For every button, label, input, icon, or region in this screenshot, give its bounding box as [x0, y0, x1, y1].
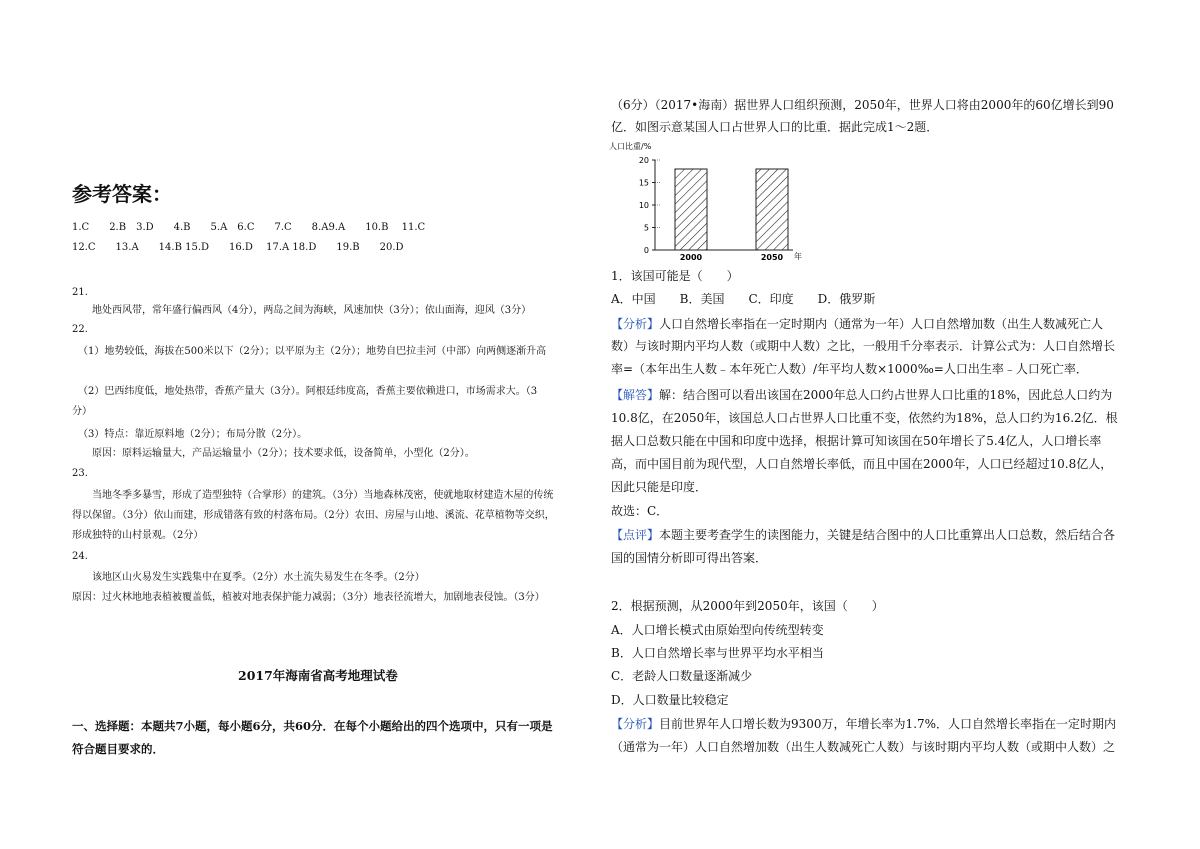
answers-line-2: 12.C 13.A 14.B 15.D 16.D 17.A 18.D 19.B 20.D: [72, 242, 404, 253]
chart-ylabel: 人口比重/%: [609, 142, 652, 151]
answer-heading: 参考答案：: [72, 182, 172, 206]
q24-number: 24.: [72, 551, 88, 562]
q23-line1: 当地冬季多暴雪，形成了造型独特（合掌形）的建筑。（3分）当地森林茂密，使就地取材建造木屋的传统: [92, 490, 554, 501]
q22-part1: （1）地势较低，海拔在500米以下（2分）；以平原为主（2分）；地势自巴拉圭河（中部）向两侧逐渐升高: [78, 346, 547, 357]
section-heading-line1: 一、选择题：本题共7小题，每小题6分，共60分．在每个小题给出的四个选项中，只有一项是: [72, 719, 553, 733]
comment-1-line2: 国的国情分析即可得出答案．: [611, 551, 768, 565]
solution-1-line3: 据人口总数只能在中国和印度中选择，根据计算可知该国在50年增长了5.4亿人，人口增长率: [611, 434, 1102, 448]
q22-part3b: 原因：原料运输量大，产品运输量小（2分）；技术要求低，设备简单，小型化（2分）。: [92, 448, 475, 459]
q22-part3: （3）特点：靠近原料地（2分）；布局分散（2分）。: [78, 429, 308, 440]
y-tick-label: 5: [643, 223, 649, 233]
question-2: 2．根据预测，从2000年到2050年，该国（ ）: [611, 599, 884, 613]
y-tick-label: 15: [638, 178, 649, 188]
q24-line2: 原因：过火林地地表植被覆盖低，植被对地表保护能力减弱；（3分）地表径流增大，加剧地表侵蚀。（3分）: [72, 592, 545, 603]
y-axis: [639, 156, 661, 255]
chart-xlabel: 年: [794, 252, 802, 261]
question-2-option-a: A．人口增长模式由原始型向传统型转变: [611, 623, 824, 637]
solution-tag: 【解答】: [611, 388, 660, 402]
y-tick-label: 20: [638, 156, 649, 165]
analysis-tag: 【分析】: [611, 317, 660, 331]
section-heading-line2: 符合题目要求的．: [72, 742, 164, 756]
solution-1-line5: 因此只能是印度．: [611, 480, 708, 494]
population-share-chart: [605, 138, 815, 266]
bar-2000: [675, 169, 707, 250]
analysis-1-line3: 率=（本年出生人数﹣本年死亡人数）/年平均人数×1000‰=人口出生率﹣人口死亡率．: [611, 362, 1088, 376]
q21-answer: 地处西风带，常年盛行偏西风（4分），两岛之间为海峡，风速加快（3分）；依山面海，迎风（3分）: [92, 305, 532, 316]
q24-line1: 该地区山火易发生实践集中在夏季。（2分）水土流失易发生在冬季。（2分）: [92, 572, 425, 583]
solution-1-line4: 高，而中国目前为现代型，人口自然增长率低，而且中国在2000年，人口已经超过10.8亿人，: [611, 457, 1113, 471]
bars-group: [675, 169, 788, 262]
answers-line-1: 1.C 2.B 3.D 4.B 5.A 6.C 7.C 8.A9.A 10.B 11.C: [72, 222, 426, 233]
intro-line1: （6分）（2017•海南）据世界人口组织预测，2050年，世界人口将由2000年的60亿增长到90: [611, 98, 1114, 112]
q22-number: 22.: [72, 324, 88, 335]
question-2-option-b: B．人口自然增长率与世界平均水平相当: [611, 646, 824, 660]
analysis-2-line1: 【分析】目前世界年人口增长数为9300万，年增长率为1.7%．人口自然增长率指在一定时期内: [611, 717, 1117, 731]
question-1-options: A．中国 B．美国 C．印度 D．俄罗斯: [611, 292, 876, 306]
analysis-1-line2: 数）与该时期内平均人数（或期中人数）之比，一般用千分率表示．计算公式为：人口自然增长: [611, 339, 1116, 353]
y-tick-label: 10: [638, 201, 649, 210]
q22-part2b: 分）: [72, 406, 92, 417]
intro-line2: 亿．如图示意某国人口占世界人口的比重．据此完成1～2题．: [611, 120, 939, 134]
comment-tag: 【点评】: [611, 528, 660, 542]
question-2-option-c: C．老龄人口数量逐渐减少: [611, 669, 753, 683]
x-tick-label: 2000: [679, 253, 703, 262]
analysis-tag-2: 【分析】: [611, 717, 660, 731]
bar-2050: [756, 169, 788, 250]
exam-title: 2017年海南省高考地理试卷: [238, 668, 398, 683]
q23-line3: 形成独特的山村景观。（2分）: [72, 530, 204, 541]
comment-1-line1: 【点评】本题主要考查学生的读图能力，关键是结合图中的人口比重算出人口总数，然后结合各: [611, 528, 1116, 542]
q21-number: 21.: [72, 287, 88, 298]
q23-number: 23.: [72, 468, 88, 479]
question-2-option-d: D．人口数量比较稳定: [611, 693, 729, 707]
q23-line2: 得以保留。（3分）依山而建，形成错落有致的村落布局。（2分）农田、房屋与山地、溪流、花草植物等交织，: [72, 510, 555, 521]
analysis-2-line2: （通常为一年）人口自然增加数（出生人数减死亡人数）与该时期内平均人数（或期中人数）之: [611, 740, 1116, 754]
y-tick-label: 0: [643, 246, 649, 255]
question-1: 1．该国可能是（ ）: [611, 269, 739, 283]
solution-1-choice: 故选：C．: [611, 504, 669, 518]
q22-part2a: （2）巴西纬度低，地处热带，香蕉产量大（3分）。阿根廷纬度高，香蕉主要依赖进口，市场需求大。（3: [78, 386, 538, 397]
solution-1-line2: 10.8亿，在2050年，该国总人口占世界人口比重不变，依然约为18%，总人口约为16.2亿．根: [611, 411, 1118, 425]
analysis-1-line1: 【分析】人口自然增长率指在一定时期内（通常为一年）人口自然增加数（出生人数减死亡人: [611, 317, 1104, 331]
x-tick-label: 2050: [760, 253, 784, 262]
solution-1-line1: 【解答】解：结合图可以看出该国在2000年总人口约占世界人口比重的18%，因此总人口约为: [611, 388, 1113, 402]
